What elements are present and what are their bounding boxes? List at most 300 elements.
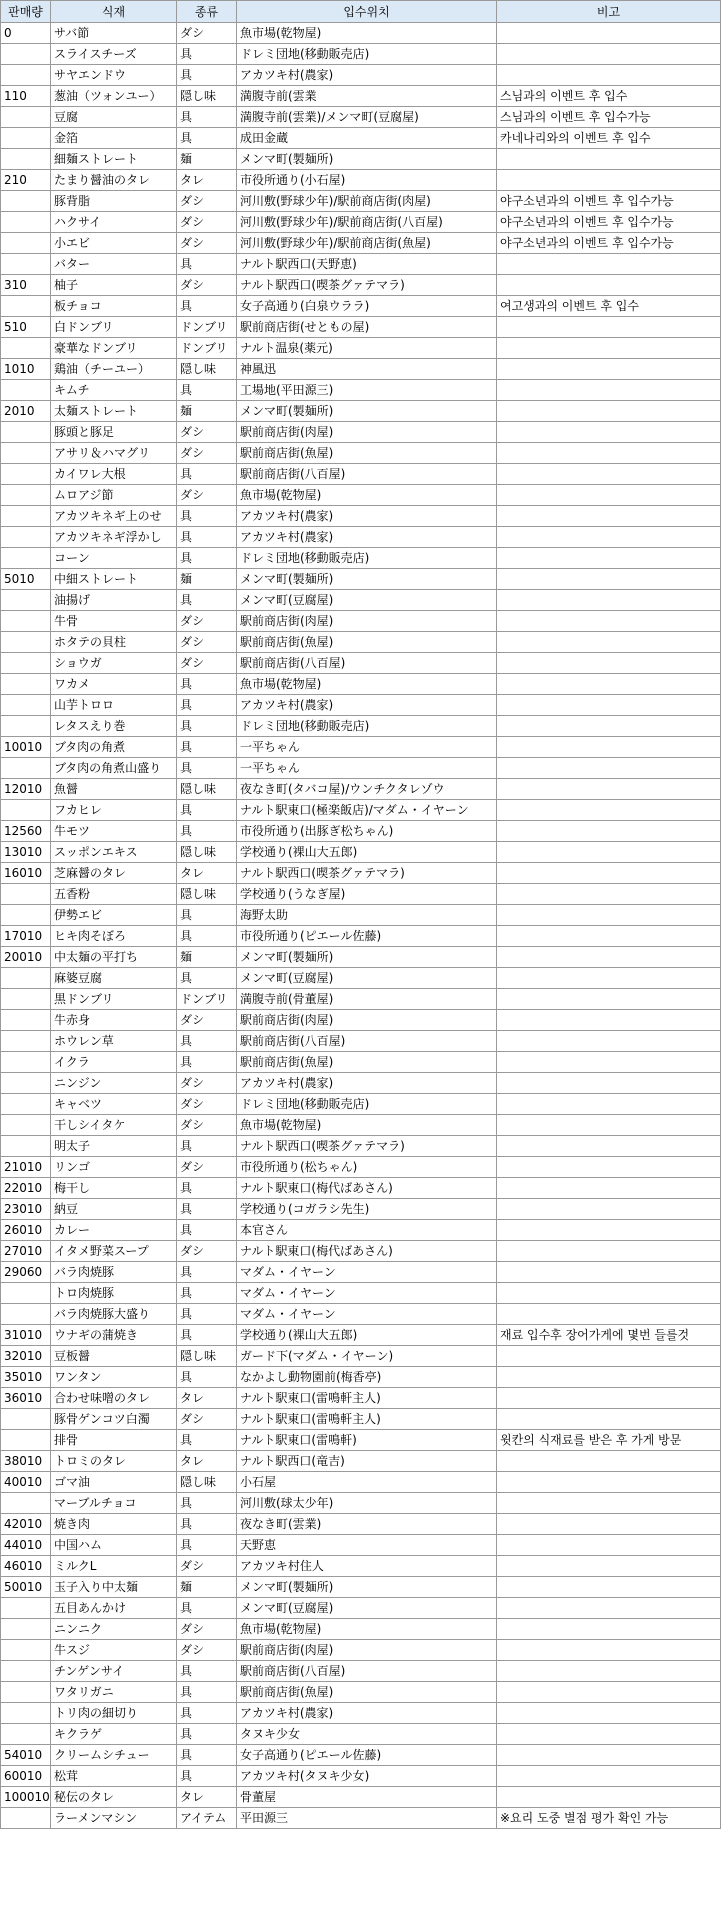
cell-type: 具 [177,590,237,611]
cell-sales: 36010 [1,1388,51,1409]
cell-note [497,674,721,695]
table-row [1,1094,721,1115]
cell-sales [1,1808,51,1829]
table-row [1,611,721,632]
cell-note [497,863,721,884]
header-sales: 판매량 [1,1,51,23]
cell-ingredient: ラーメンマシン [51,1808,177,1829]
table-row [1,1619,721,1640]
cell-note [497,611,721,632]
cell-type: 具 [177,1031,237,1052]
cell-sales: 110 [1,86,51,107]
cell-type: 具 [177,695,237,716]
table-row [1,86,721,107]
cell-ingredient: カレー [51,1220,177,1241]
cell-location: なかよし動物園前(梅香亭) [237,1367,497,1388]
cell-sales: 16010 [1,863,51,884]
cell-ingredient: 黒ドンブリ [51,989,177,1010]
cell-type: ダシ [177,1073,237,1094]
cell-ingredient: 豚背脂 [51,191,177,212]
table-row [1,926,721,947]
cell-location: 河川敷(野球少年)/駅前商店街(魚屋) [237,233,497,254]
cell-sales [1,1010,51,1031]
cell-note [497,1220,721,1241]
cell-ingredient: ワタリガニ [51,1682,177,1703]
cell-note [497,1241,721,1262]
cell-note [497,1619,721,1640]
cell-location: ナルト駅西口(天野恵) [237,254,497,275]
cell-sales [1,191,51,212]
cell-sales [1,1073,51,1094]
cell-note [497,1535,721,1556]
cell-sales [1,1136,51,1157]
cell-sales [1,527,51,548]
table-row [1,191,721,212]
cell-note [497,758,721,779]
cell-note [497,905,721,926]
cell-note [497,65,721,86]
table-row [1,443,721,464]
cell-type: 具 [177,968,237,989]
cell-location: ナルト駅西口(喫茶グァテマラ) [237,275,497,296]
table-row [1,1745,721,1766]
cell-note [497,779,721,800]
cell-location: マダム・イヤーン [237,1283,497,1304]
cell-ingredient: ブタ肉の角煮 [51,737,177,758]
cell-location: 駅前商店街(魚屋) [237,1682,497,1703]
cell-type: ダシ [177,275,237,296]
cell-note [497,926,721,947]
cell-ingredient: スッポンエキス [51,842,177,863]
cell-note [497,338,721,359]
cell-location: 魚市場(乾物屋) [237,1115,497,1136]
cell-sales [1,1619,51,1640]
cell-sales [1,443,51,464]
table-row [1,1451,721,1472]
cell-ingredient: 金箔 [51,128,177,149]
table-row [1,1766,721,1787]
cell-ingredient: サバ節 [51,23,177,44]
table-row [1,1472,721,1493]
cell-type: ダシ [177,23,237,44]
cell-location: ガード下(マダム・イヤーン) [237,1346,497,1367]
cell-location: マダム・イヤーン [237,1262,497,1283]
table-row [1,212,721,233]
cell-type: ダシ [177,422,237,443]
cell-type: ドンブリ [177,989,237,1010]
cell-ingredient: トロミのタレ [51,1451,177,1472]
cell-type: ダシ [177,1619,237,1640]
cell-note [497,1661,721,1682]
cell-note [497,527,721,548]
cell-sales [1,296,51,317]
cell-note: 야구소년과의 이벤트 후 입수가능 [497,212,721,233]
cell-type: 具 [177,254,237,275]
cell-type: 具 [177,527,237,548]
cell-type: ダシ [177,443,237,464]
cell-sales: 2010 [1,401,51,422]
cell-note [497,947,721,968]
cell-type: 具 [177,758,237,779]
cell-type: 隠し味 [177,842,237,863]
cell-note [497,149,721,170]
cell-type: 具 [177,1325,237,1346]
cell-type: 具 [177,296,237,317]
cell-type: 具 [177,464,237,485]
cell-ingredient: 油揚げ [51,590,177,611]
table-row [1,359,721,380]
cell-ingredient: 焼き肉 [51,1514,177,1535]
cell-ingredient: アサリ＆ハマグリ [51,443,177,464]
cell-type: 具 [177,1304,237,1325]
cell-type: 具 [177,1283,237,1304]
cell-ingredient: カイワレ大根 [51,464,177,485]
cell-type: ダシ [177,485,237,506]
cell-sales [1,107,51,128]
cell-type: 具 [177,44,237,65]
cell-sales [1,149,51,170]
cell-sales: 10010 [1,737,51,758]
cell-sales [1,695,51,716]
cell-ingredient: アカツキネギ上のせ [51,506,177,527]
cell-type: 具 [177,1682,237,1703]
cell-location: 駅前商店街(八百屋) [237,653,497,674]
cell-note [497,968,721,989]
table-row [1,1178,721,1199]
table-row [1,695,721,716]
table-row [1,1493,721,1514]
cell-location: メンマ町(製麺所) [237,401,497,422]
cell-ingredient: 山芋トロロ [51,695,177,716]
cell-ingredient: イタメ野菜スープ [51,1241,177,1262]
table-row [1,905,721,926]
cell-location: 駅前商店街(魚屋) [237,443,497,464]
cell-ingredient: ウナギの蒲焼き [51,1325,177,1346]
cell-sales [1,1661,51,1682]
cell-sales: 38010 [1,1451,51,1472]
table-row [1,1346,721,1367]
cell-type: ダシ [177,1157,237,1178]
header-ingredient: 식재 [51,1,177,23]
cell-location: 成田金蔵 [237,128,497,149]
cell-type: 具 [177,674,237,695]
cell-ingredient: 納豆 [51,1199,177,1220]
table-row [1,632,721,653]
cell-ingredient: バラ肉焼豚大盛り [51,1304,177,1325]
table-row [1,65,721,86]
cell-location: 市役所通り(出豚ぎ松ちゃん) [237,821,497,842]
cell-type: ダシ [177,233,237,254]
table-row [1,1031,721,1052]
cell-ingredient: 牛骨 [51,611,177,632]
cell-location: ナルト温泉(薬元) [237,338,497,359]
cell-location: 神風迅 [237,359,497,380]
cell-note [497,170,721,191]
table-row [1,1430,721,1451]
cell-ingredient: 白ドンブリ [51,317,177,338]
cell-ingredient: 豆腐 [51,107,177,128]
cell-type: 隠し味 [177,1472,237,1493]
cell-sales: 40010 [1,1472,51,1493]
cell-location: 満腹寺前(雲業 [237,86,497,107]
cell-location: 市役所通り(ピエール佐藤) [237,926,497,947]
table-row [1,779,721,800]
cell-location: アカツキ村住人 [237,1556,497,1577]
cell-sales [1,1598,51,1619]
cell-ingredient: コーン [51,548,177,569]
cell-type: ドンブリ [177,338,237,359]
cell-ingredient: レタスえり巻 [51,716,177,737]
cell-ingredient: ムロアジ節 [51,485,177,506]
cell-location: メンマ町(製麺所) [237,947,497,968]
table-row [1,1703,721,1724]
cell-location: ナルト駅東口(極楽飯店)/マダム・イヤーン [237,800,497,821]
cell-sales [1,1682,51,1703]
cell-ingredient: 小エビ [51,233,177,254]
cell-location: アカツキ村(農家) [237,1073,497,1094]
cell-sales [1,674,51,695]
cell-ingredient: 牛モツ [51,821,177,842]
cell-sales [1,1430,51,1451]
cell-location: 学校通り(裸山大五郎) [237,1325,497,1346]
cell-sales: 31010 [1,1325,51,1346]
cell-note [497,1262,721,1283]
cell-type: 麺 [177,947,237,968]
table-row [1,1661,721,1682]
cell-location: 魚市場(乾物屋) [237,1619,497,1640]
cell-type: ダシ [177,1115,237,1136]
cell-note [497,1703,721,1724]
cell-location: アカツキ村(農家) [237,65,497,86]
table-row [1,23,721,44]
cell-type: 具 [177,1199,237,1220]
cell-sales [1,1304,51,1325]
cell-sales: 42010 [1,1514,51,1535]
table-row [1,1325,721,1346]
cell-location: ナルト駅東口(梅代ばあさん) [237,1178,497,1199]
cell-ingredient: フカヒレ [51,800,177,821]
cell-ingredient: 中国ハム [51,1535,177,1556]
cell-note [497,1451,721,1472]
cell-ingredient: 太麺ストレート [51,401,177,422]
table-row [1,275,721,296]
cell-note: 스님과의 이벤트 후 입수가능 [497,107,721,128]
cell-type: 具 [177,905,237,926]
cell-note [497,485,721,506]
cell-sales [1,1094,51,1115]
cell-ingredient: 梅干し [51,1178,177,1199]
table-row [1,128,721,149]
table-row [1,527,721,548]
table-row [1,737,721,758]
cell-type: 具 [177,1514,237,1535]
cell-ingredient: クリームシチュー [51,1745,177,1766]
cell-sales: 60010 [1,1766,51,1787]
table-row [1,674,721,695]
table-row [1,1388,721,1409]
cell-type: 具 [177,107,237,128]
cell-sales: 21010 [1,1157,51,1178]
cell-note [497,1367,721,1388]
table-row [1,1241,721,1262]
cell-ingredient: トロ肉焼豚 [51,1283,177,1304]
table-row [1,464,721,485]
cell-note [497,632,721,653]
cell-location: アカツキ村(農家) [237,527,497,548]
cell-location: 駅前商店街(八百屋) [237,464,497,485]
table-row [1,1220,721,1241]
cell-sales [1,1283,51,1304]
cell-note [497,275,721,296]
cell-type: 具 [177,800,237,821]
cell-location: 魚市場(乾物屋) [237,23,497,44]
table-row [1,884,721,905]
table-row [1,1808,721,1829]
cell-location: 骨董屋 [237,1787,497,1808]
cell-ingredient: 豚骨ゲンコツ白濁 [51,1409,177,1430]
cell-sales [1,338,51,359]
table-row [1,569,721,590]
cell-ingredient: 合わせ味噌のタレ [51,1388,177,1409]
cell-note [497,506,721,527]
cell-sales [1,1724,51,1745]
cell-note [497,401,721,422]
cell-ingredient: マーブルチョコ [51,1493,177,1514]
cell-location: ナルト駅東口(雷鳴軒主人) [237,1409,497,1430]
table-row [1,506,721,527]
cell-type: 具 [177,380,237,401]
cell-sales: 100010 [1,1787,51,1808]
cell-type: ドンブリ [177,317,237,338]
table-row [1,989,721,1010]
cell-note [497,1556,721,1577]
cell-ingredient: 柚子 [51,275,177,296]
cell-location: 魚市場(乾物屋) [237,674,497,695]
cell-ingredient: ホウレン草 [51,1031,177,1052]
cell-note [497,422,721,443]
cell-location: 一平ちゃん [237,758,497,779]
cell-sales [1,716,51,737]
table-row [1,401,721,422]
cell-location: ドレミ団地(移動販売店) [237,1094,497,1115]
cell-note [497,1157,721,1178]
cell-location: アカツキ村(農家) [237,695,497,716]
cell-ingredient: たまり醤油のタレ [51,170,177,191]
cell-location: ナルト駅東口(梅代ばあさん) [237,1241,497,1262]
cell-note [497,1346,721,1367]
cell-note: 스님과의 이벤트 후 입수 [497,86,721,107]
cell-note [497,842,721,863]
cell-sales [1,506,51,527]
cell-sales [1,254,51,275]
cell-type: 麺 [177,149,237,170]
cell-location: 河川敷(球太少年) [237,1493,497,1514]
cell-note [497,653,721,674]
cell-sales: 20010 [1,947,51,968]
cell-sales: 32010 [1,1346,51,1367]
cell-note [497,884,721,905]
cell-sales [1,128,51,149]
cell-location: 駅前商店街(魚屋) [237,1052,497,1073]
table-row [1,296,721,317]
cell-location: アカツキ村(タヌキ少女) [237,1766,497,1787]
cell-location: 学校通り(うなぎ屋) [237,884,497,905]
cell-note [497,1724,721,1745]
cell-location: 満腹寺前(雲業)/メンマ町(豆腐屋) [237,107,497,128]
cell-sales: 13010 [1,842,51,863]
cell-type: ダシ [177,1241,237,1262]
table-row [1,1157,721,1178]
table-row [1,758,721,779]
table-row [1,1052,721,1073]
cell-location: 駅前商店街(肉屋) [237,611,497,632]
cell-location: ナルト駅西口(喫茶グァテマラ) [237,1136,497,1157]
cell-location: ナルト駅東口(雷鳴軒) [237,1430,497,1451]
cell-note [497,1052,721,1073]
table-row [1,821,721,842]
cell-sales [1,989,51,1010]
cell-type: 麺 [177,1577,237,1598]
cell-type: 具 [177,1262,237,1283]
cell-ingredient: 中太麺の平打ち [51,947,177,968]
cell-sales [1,65,51,86]
cell-location: 魚市場(乾物屋) [237,485,497,506]
cell-note [497,1136,721,1157]
cell-note [497,1388,721,1409]
cell-location: 市役所通り(小石屋) [237,170,497,191]
cell-note [497,1514,721,1535]
cell-location: 学校通り(裸山大五郎) [237,842,497,863]
cell-sales [1,548,51,569]
cell-ingredient: 松茸 [51,1766,177,1787]
table-row [1,1367,721,1388]
cell-type: 具 [177,1367,237,1388]
cell-note [497,800,721,821]
cell-type: 具 [177,128,237,149]
cell-location: メンマ町(製麺所) [237,569,497,590]
cell-sales [1,485,51,506]
cell-ingredient: チンゲンサイ [51,1661,177,1682]
cell-note [497,1283,721,1304]
cell-location: 駅前商店街(肉屋) [237,1640,497,1661]
cell-location: 駅前商店街(肉屋) [237,422,497,443]
cell-ingredient: 明太子 [51,1136,177,1157]
table-row [1,1199,721,1220]
cell-note [497,1073,721,1094]
cell-ingredient: キクラゲ [51,1724,177,1745]
cell-ingredient: 麻婆豆腐 [51,968,177,989]
cell-location: 駅前商店街(魚屋) [237,632,497,653]
cell-location: 駅前商店街(肉屋) [237,1010,497,1031]
cell-location: 天野恵 [237,1535,497,1556]
table-row [1,485,721,506]
cell-type: ダシ [177,191,237,212]
cell-note [497,737,721,758]
cell-type: 隠し味 [177,884,237,905]
table-row [1,1010,721,1031]
cell-type: ダシ [177,653,237,674]
cell-location: アカツキ村(農家) [237,1703,497,1724]
cell-sales [1,1493,51,1514]
cell-note [497,1115,721,1136]
cell-sales [1,1115,51,1136]
cell-ingredient: 五香粉 [51,884,177,905]
cell-sales: 44010 [1,1535,51,1556]
table-row [1,380,721,401]
table-row [1,1136,721,1157]
cell-location: 一平ちゃん [237,737,497,758]
cell-ingredient: 豆板醤 [51,1346,177,1367]
